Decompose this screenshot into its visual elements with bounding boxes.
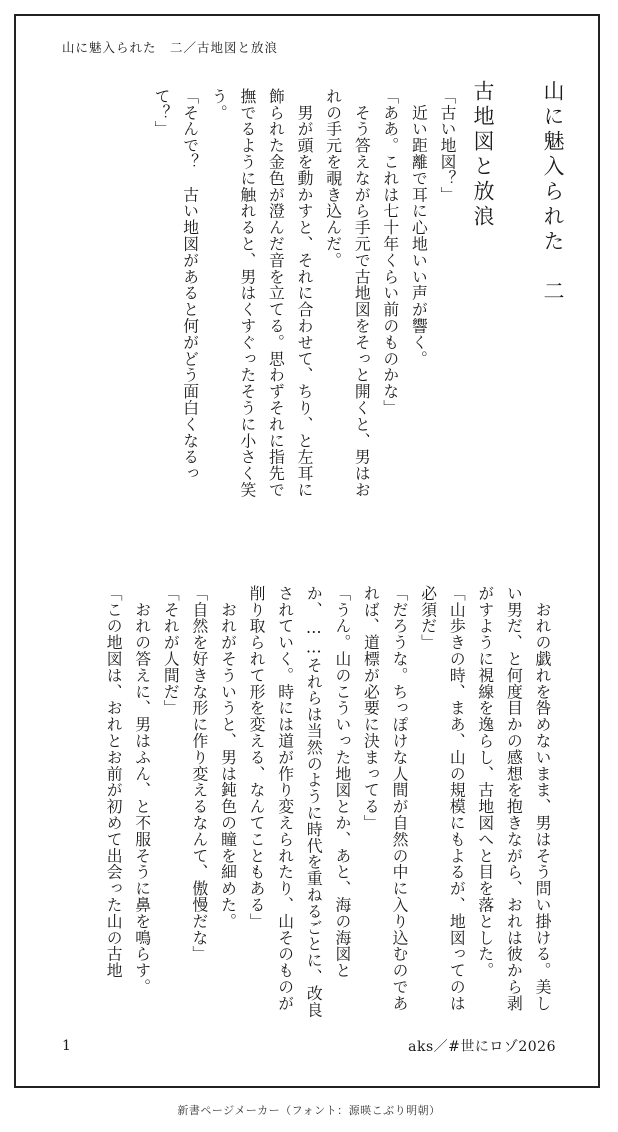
paragraph: 近い距離で耳に心地いい声が響く。 xyxy=(409,88,429,367)
paragraph: 「だろうな。ちっぽけな人間が自然の中に入り込むのであれば、道標が必要に決まってる」 xyxy=(361,585,410,1012)
paragraph: そう答えながら手元で古地図をそっと開くと、男はおれの手元を覗き込んだ。 xyxy=(323,88,372,498)
paragraph: 「うん。山のこういった地図とか、あと、海の海図とか、……それらは当然のように時代を重ねるごとに、改良されていく。時には道が作り変えられたり、山そのものが削り取られて形を変える、なんてこともある」 xyxy=(247,585,352,1018)
paragraph: 「ああ。これは七十年くらい前のものかな」 xyxy=(380,88,400,416)
paragraph: おれの戯れを咎めないまま、男はそう問い掛ける。美しい男だ、と何度目かの感想を抱きながら、おれは彼から剥がすように視線を逸らし、古地図へと目を落とした。 xyxy=(475,585,552,1012)
paragraph: 「それが人間だ」 xyxy=(161,585,181,717)
paragraph: 「そんで？ 古い地図があると何がどう面白くなるって？」 xyxy=(152,88,200,482)
running-header: 山に魅入られた 二／古地図と放浪 xyxy=(62,40,279,55)
upper-body-text xyxy=(146,88,461,508)
chapter-subtitle-text: 古地図と放浪 xyxy=(471,80,495,230)
generator-caption: 新書ページメーカー（フォント：源暎こぶり明朝） xyxy=(177,1104,441,1117)
paragraph: おれがそういうと、男は鈍色の瞳を細めた。 xyxy=(218,585,238,930)
paragraph: 男が頭を動かすと、それに合わせて、ちり、と左耳に飾られた金色が澄んだ音を立てる。思わずそれに指先で撫でるように触れると、男はくすぐったそうに小さく笑う。 xyxy=(209,88,315,498)
chapter-title: 山に魅入られた 二 xyxy=(541,80,565,305)
paragraph: 「古い地図？」 xyxy=(438,88,457,203)
paragraph: 「山歩きの時、まあ、山の規模にもよるが、地図ってのは必須だ」 xyxy=(418,585,467,1012)
chapter-title-block xyxy=(468,80,568,500)
page-number: 1 xyxy=(62,1038,71,1054)
paragraph: おれの答えに、男はふん、と不服そうに鼻を鳴らす。 xyxy=(132,585,152,995)
lower-body-text xyxy=(99,585,557,1025)
author-credit: aks／#世にロゾ2026 xyxy=(408,1039,556,1055)
paragraph: 「この地図は、おれとお前が初めて出会った山の古地 xyxy=(104,585,124,979)
paragraph: 「自然を好きな形に作り変えるなんて、傲慢だな」 xyxy=(189,585,209,963)
chapter-subtitle xyxy=(468,80,498,500)
